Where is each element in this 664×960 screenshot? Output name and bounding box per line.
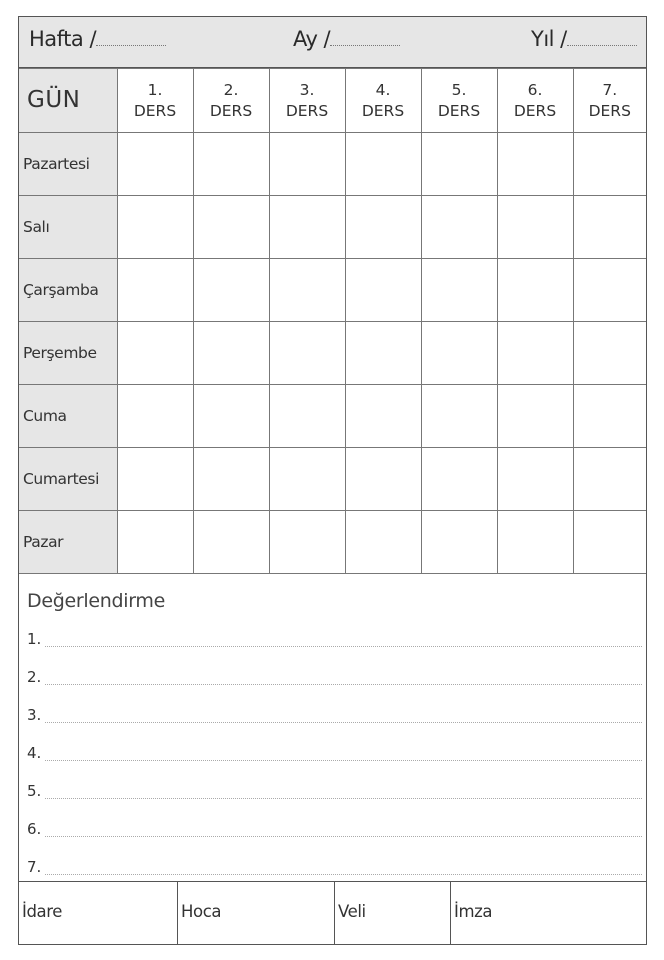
schedule-cell[interactable] — [269, 259, 345, 322]
schedule-cell[interactable] — [345, 196, 421, 259]
schedule-cell[interactable] — [269, 196, 345, 259]
line-number: 7. — [27, 858, 42, 876]
schedule-cell[interactable] — [421, 133, 497, 196]
month-field[interactable] — [293, 27, 400, 51]
schedule-cell[interactable] — [345, 322, 421, 385]
day-name: Cumartesi — [19, 448, 117, 511]
signature-footer — [19, 881, 646, 945]
line-number: 3. — [27, 706, 42, 724]
dotted-rule — [45, 798, 642, 799]
schedule-cell[interactable] — [345, 448, 421, 511]
schedule-cell[interactable] — [497, 196, 573, 259]
schedule-cell[interactable] — [497, 259, 573, 322]
lesson-num: 2. — [223, 80, 239, 99]
dotted-rule — [45, 836, 642, 837]
day-name: Pazar — [19, 511, 117, 574]
lesson-label: DERS — [513, 101, 557, 120]
schedule-cell[interactable] — [117, 322, 193, 385]
teacher-cell[interactable] — [177, 882, 334, 945]
schedule-cell[interactable] — [421, 196, 497, 259]
day-name: Cuma — [19, 385, 117, 448]
lesson-header-1 — [117, 69, 193, 133]
line-number: 6. — [27, 820, 42, 838]
admin-cell[interactable] — [19, 882, 177, 945]
evaluation-line[interactable] — [27, 626, 642, 650]
dotted-rule — [45, 646, 642, 647]
table-row — [19, 385, 646, 448]
signature-label: İmza — [454, 902, 493, 921]
evaluation-line[interactable] — [27, 778, 642, 802]
year-blank[interactable] — [567, 27, 637, 46]
lesson-num: 7. — [602, 80, 618, 99]
evaluation-line[interactable] — [27, 816, 642, 840]
schedule-cell[interactable] — [421, 385, 497, 448]
evaluation-section — [19, 573, 646, 884]
table-row — [19, 322, 646, 385]
table-row — [19, 133, 646, 196]
schedule-cell[interactable] — [497, 133, 573, 196]
schedule-cell[interactable] — [117, 259, 193, 322]
lesson-label: DERS — [588, 101, 631, 120]
lesson-label: DERS — [361, 101, 405, 120]
schedule-cell[interactable] — [497, 448, 573, 511]
parent-cell[interactable] — [334, 882, 450, 945]
day-name: Pazartesi — [19, 133, 117, 196]
day-name: Salı — [19, 196, 117, 259]
dotted-rule — [45, 760, 642, 761]
lesson-num: 3. — [299, 80, 315, 99]
schedule-cell[interactable] — [269, 385, 345, 448]
schedule-cell[interactable] — [573, 133, 646, 196]
schedule-cell[interactable] — [117, 385, 193, 448]
year-field[interactable] — [531, 27, 637, 51]
dotted-rule — [45, 722, 642, 723]
schedule-cell[interactable] — [117, 448, 193, 511]
lesson-label: DERS — [133, 101, 177, 120]
evaluation-line[interactable] — [27, 702, 642, 726]
schedule-cell[interactable] — [345, 133, 421, 196]
schedule-cell[interactable] — [193, 448, 269, 511]
schedule-cell[interactable] — [345, 385, 421, 448]
schedule-cell[interactable] — [573, 322, 646, 385]
schedule-cell[interactable] — [497, 322, 573, 385]
schedule-cell[interactable] — [345, 511, 421, 574]
schedule-sheet — [18, 16, 647, 945]
lesson-header-3 — [269, 69, 345, 133]
schedule-cell[interactable] — [117, 133, 193, 196]
line-number: 1. — [27, 630, 42, 648]
schedule-cell[interactable] — [573, 259, 646, 322]
month-blank[interactable] — [330, 27, 400, 46]
date-header — [19, 17, 646, 68]
schedule-cell[interactable] — [193, 322, 269, 385]
lesson-num: 5. — [451, 80, 467, 99]
line-number: 4. — [27, 744, 42, 762]
schedule-cell[interactable] — [117, 196, 193, 259]
parent-label: Veli — [338, 902, 366, 921]
schedule-cell[interactable] — [269, 322, 345, 385]
month-label: Ay / — [293, 27, 331, 51]
evaluation-line[interactable] — [27, 740, 642, 764]
schedule-cell[interactable] — [421, 259, 497, 322]
schedule-cell[interactable] — [193, 196, 269, 259]
table-row — [19, 196, 646, 259]
schedule-cell[interactable] — [269, 133, 345, 196]
week-label: Hafta / — [29, 27, 97, 51]
schedule-cell[interactable] — [193, 385, 269, 448]
dotted-rule — [45, 684, 642, 685]
schedule-cell[interactable] — [193, 259, 269, 322]
lesson-header-2 — [193, 69, 269, 133]
lesson-label: DERS — [285, 101, 329, 120]
day-name: Perşembe — [19, 322, 117, 385]
evaluation-line[interactable] — [27, 664, 642, 688]
evaluation-title: Değerlendirme — [27, 590, 166, 612]
lesson-header-5 — [421, 69, 497, 133]
schedule-cell[interactable] — [421, 322, 497, 385]
week-blank[interactable] — [96, 27, 166, 46]
lesson-num: 1. — [147, 80, 163, 99]
schedule-cell[interactable] — [573, 448, 646, 511]
weekly-schedule-table — [19, 68, 646, 574]
lesson-label: DERS — [437, 101, 481, 120]
line-number: 5. — [27, 782, 42, 800]
day-name: Çarşamba — [19, 259, 117, 322]
dotted-rule — [45, 874, 642, 875]
schedule-cell[interactable] — [421, 448, 497, 511]
evaluation-line[interactable] — [27, 854, 642, 878]
table-row — [19, 259, 646, 322]
signature-cell[interactable] — [450, 882, 646, 945]
admin-label: İdare — [22, 902, 63, 921]
week-field[interactable] — [29, 27, 166, 51]
lesson-label: DERS — [209, 101, 253, 120]
schedule-cell[interactable] — [117, 511, 193, 574]
schedule-cell[interactable] — [193, 133, 269, 196]
lesson-header-7 — [573, 69, 646, 133]
lesson-num: 4. — [375, 80, 391, 99]
table-header-row — [19, 69, 646, 133]
year-label: Yıl / — [531, 27, 567, 51]
teacher-label: Hoca — [181, 902, 222, 921]
schedule-cell[interactable] — [497, 511, 573, 574]
table-row — [19, 511, 646, 574]
table-row — [19, 448, 646, 511]
day-column-header: GÜN — [19, 69, 117, 133]
schedule-cell[interactable] — [421, 511, 497, 574]
line-number: 2. — [27, 668, 42, 686]
schedule-cell[interactable] — [269, 511, 345, 574]
schedule-cell[interactable] — [573, 196, 646, 259]
lesson-header-4 — [345, 69, 421, 133]
schedule-cell[interactable] — [573, 511, 646, 574]
lesson-num: 6. — [527, 80, 543, 99]
schedule-cell[interactable] — [573, 385, 646, 448]
lesson-header-6 — [497, 69, 573, 133]
schedule-cell[interactable] — [269, 448, 345, 511]
schedule-cell[interactable] — [497, 385, 573, 448]
schedule-cell[interactable] — [193, 511, 269, 574]
schedule-cell[interactable] — [345, 259, 421, 322]
